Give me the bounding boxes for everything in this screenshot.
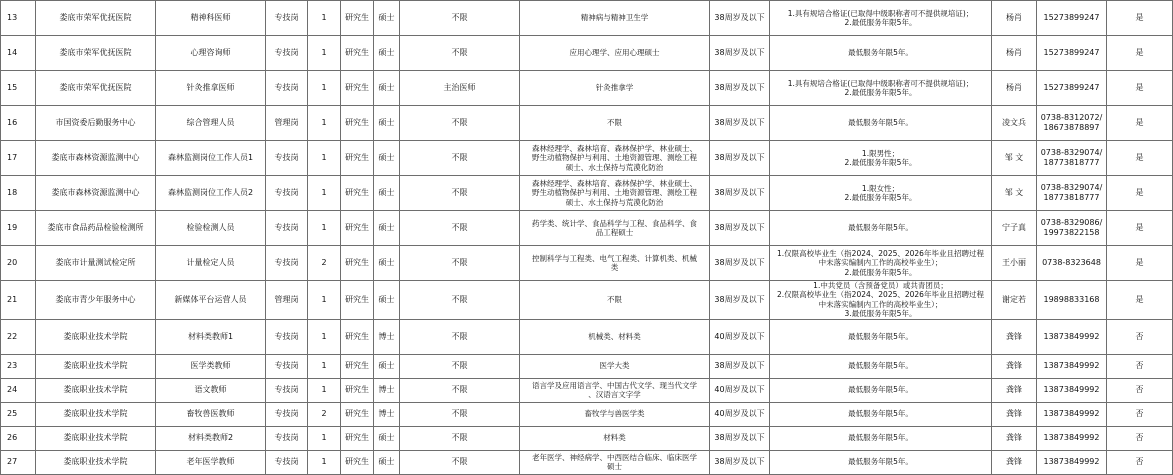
cell-contact: 杨肖 <box>992 36 1037 71</box>
cell-contact: 王小丽 <box>992 246 1037 281</box>
cell-number: 16 <box>1 106 36 141</box>
cell-requirements: 最低服务年限5年。 <box>770 211 992 246</box>
cell-education: 研究生 <box>341 281 374 320</box>
cell-post: 新媒体平台运营人员 <box>156 281 266 320</box>
cell-phone: 13873849992 <box>1037 426 1107 450</box>
cell-unit: 娄底职业技术学院 <box>36 354 156 378</box>
cell-flag: 否 <box>1107 450 1173 474</box>
cell-flag: 是 <box>1107 281 1173 320</box>
cell-title: 不限 <box>400 176 520 211</box>
cell-phone: 0738-8312072/ 18673878897 <box>1037 106 1107 141</box>
cell-education: 研究生 <box>341 246 374 281</box>
cell-contact: 邹 文 <box>992 176 1037 211</box>
cell-phone: 13873849992 <box>1037 450 1107 474</box>
cell-requirements: 1.具有规培合格证(已取得中级职称者可不提供规培证)； 2.最低服务年限5年。 <box>770 71 992 106</box>
cell-number: 23 <box>1 354 36 378</box>
table-row <box>1 426 1173 450</box>
cell-flag: 是 <box>1107 246 1173 281</box>
cell-age: 38周岁及以下 <box>710 141 770 176</box>
cell-title: 不限 <box>400 1 520 36</box>
cell-degree: 硕士 <box>374 176 400 211</box>
cell-education: 研究生 <box>341 354 374 378</box>
cell-count: 1 <box>308 450 341 474</box>
cell-post-type: 专技岗 <box>266 378 308 402</box>
cell-post-type: 专技岗 <box>266 246 308 281</box>
cell-post-type: 专技岗 <box>266 36 308 71</box>
cell-post: 针灸推拿医师 <box>156 71 266 106</box>
table-row <box>1 176 1173 211</box>
cell-education: 研究生 <box>341 141 374 176</box>
cell-age: 38周岁及以下 <box>710 71 770 106</box>
cell-education: 研究生 <box>341 176 374 211</box>
cell-number: 15 <box>1 71 36 106</box>
cell-age: 38周岁及以下 <box>710 1 770 36</box>
cell-title: 不限 <box>400 36 520 71</box>
cell-flag: 是 <box>1107 106 1173 141</box>
cell-phone: 13873849992 <box>1037 319 1107 354</box>
cell-requirements: 1.限男性； 2.最低服务年限5年。 <box>770 141 992 176</box>
cell-unit: 娄底职业技术学院 <box>36 378 156 402</box>
cell-count: 1 <box>308 426 341 450</box>
table-row <box>1 354 1173 378</box>
cell-requirements: 最低服务年限5年。 <box>770 36 992 71</box>
cell-requirements: 1.具有规培合格证(已取得中级职称者可不提供规培证)； 2.最低服务年限5年。 <box>770 1 992 36</box>
cell-degree: 硕士 <box>374 1 400 36</box>
cell-flag: 否 <box>1107 378 1173 402</box>
cell-number: 18 <box>1 176 36 211</box>
cell-title: 不限 <box>400 319 520 354</box>
cell-count: 1 <box>308 36 341 71</box>
cell-age: 40周岁及以下 <box>710 319 770 354</box>
cell-education: 研究生 <box>341 378 374 402</box>
cell-requirements: 最低服务年限5年。 <box>770 106 992 141</box>
cell-number: 14 <box>1 36 36 71</box>
cell-count: 1 <box>308 378 341 402</box>
cell-title: 不限 <box>400 402 520 426</box>
cell-unit: 娄底市荣军优抚医院 <box>36 1 156 36</box>
table-body <box>1 1 1173 475</box>
table-row <box>1 1 1173 36</box>
cell-education: 研究生 <box>341 211 374 246</box>
cell-phone: 15273899247 <box>1037 71 1107 106</box>
cell-post: 计量检定人员 <box>156 246 266 281</box>
cell-title: 不限 <box>400 106 520 141</box>
cell-post: 森林监测岗位工作人员1 <box>156 141 266 176</box>
table-row <box>1 211 1173 246</box>
cell-count: 1 <box>308 211 341 246</box>
cell-post: 精神科医师 <box>156 1 266 36</box>
cell-age: 38周岁及以下 <box>710 176 770 211</box>
table-row <box>1 402 1173 426</box>
cell-education: 研究生 <box>341 106 374 141</box>
cell-count: 1 <box>308 354 341 378</box>
cell-degree: 硕士 <box>374 281 400 320</box>
cell-post-type: 专技岗 <box>266 354 308 378</box>
cell-count: 1 <box>308 1 341 36</box>
cell-age: 40周岁及以下 <box>710 378 770 402</box>
cell-major: 应用心理学、应用心理硕士 <box>520 36 710 71</box>
cell-major: 老年医学、神经病学、中西医结合临床、临床医学 硕士 <box>520 450 710 474</box>
table-row <box>1 378 1173 402</box>
cell-post-type: 专技岗 <box>266 176 308 211</box>
cell-age: 38周岁及以下 <box>710 246 770 281</box>
cell-major: 畜牧学与兽医学类 <box>520 402 710 426</box>
cell-major: 语言学及应用语言学、中国古代文学、现当代文学 、汉语言文字学 <box>520 378 710 402</box>
cell-count: 1 <box>308 319 341 354</box>
cell-major: 机械类、材料类 <box>520 319 710 354</box>
cell-count: 1 <box>308 176 341 211</box>
cell-flag: 是 <box>1107 211 1173 246</box>
cell-unit: 娄底职业技术学院 <box>36 450 156 474</box>
table-row <box>1 106 1173 141</box>
cell-count: 2 <box>308 246 341 281</box>
cell-number: 13 <box>1 1 36 36</box>
cell-post: 森林监测岗位工作人员2 <box>156 176 266 211</box>
cell-major: 材料类 <box>520 426 710 450</box>
table-row <box>1 281 1173 320</box>
cell-requirements: 最低服务年限5年。 <box>770 319 992 354</box>
cell-unit: 娄底市荣军优抚医院 <box>36 36 156 71</box>
cell-post-type: 专技岗 <box>266 211 308 246</box>
cell-education: 研究生 <box>341 450 374 474</box>
cell-education: 研究生 <box>341 426 374 450</box>
cell-number: 21 <box>1 281 36 320</box>
cell-major: 药学类、统计学、食品科学与工程、食品科学、食 品工程硕士 <box>520 211 710 246</box>
cell-unit: 娄底职业技术学院 <box>36 319 156 354</box>
cell-unit: 娄底市计量测试检定所 <box>36 246 156 281</box>
cell-post-type: 专技岗 <box>266 426 308 450</box>
cell-unit: 娄底职业技术学院 <box>36 402 156 426</box>
cell-title: 不限 <box>400 246 520 281</box>
cell-age: 38周岁及以下 <box>710 36 770 71</box>
cell-count: 1 <box>308 281 341 320</box>
cell-phone: 15273899247 <box>1037 1 1107 36</box>
cell-age: 38周岁及以下 <box>710 211 770 246</box>
cell-degree: 博士 <box>374 378 400 402</box>
cell-degree: 博士 <box>374 402 400 426</box>
cell-flag: 是 <box>1107 176 1173 211</box>
cell-contact: 凌文兵 <box>992 106 1037 141</box>
cell-requirements: 最低服务年限5年。 <box>770 378 992 402</box>
cell-phone: 13873849992 <box>1037 354 1107 378</box>
cell-age: 38周岁及以下 <box>710 450 770 474</box>
cell-degree: 硕士 <box>374 141 400 176</box>
cell-unit: 娄底市森林资源监测中心 <box>36 176 156 211</box>
cell-requirements: 最低服务年限5年。 <box>770 426 992 450</box>
cell-requirements: 1.仅限高校毕业生（指2024、2025、2026年毕业且招聘过程 中未落实编制内工作的高校毕业生）； 2.最低服务年限5年。 <box>770 246 992 281</box>
cell-degree: 硕士 <box>374 450 400 474</box>
cell-count: 2 <box>308 402 341 426</box>
cell-phone: 19898833168 <box>1037 281 1107 320</box>
cell-post: 医学类教师 <box>156 354 266 378</box>
cell-post: 综合管理人员 <box>156 106 266 141</box>
cell-title: 不限 <box>400 450 520 474</box>
cell-phone: 13873849992 <box>1037 402 1107 426</box>
cell-flag: 否 <box>1107 426 1173 450</box>
cell-title: 不限 <box>400 211 520 246</box>
table-row <box>1 141 1173 176</box>
cell-post-type: 专技岗 <box>266 319 308 354</box>
cell-education: 研究生 <box>341 71 374 106</box>
table-row <box>1 450 1173 474</box>
cell-major: 不限 <box>520 106 710 141</box>
cell-unit: 娄底市食品药品检验检测所 <box>36 211 156 246</box>
cell-number: 20 <box>1 246 36 281</box>
cell-requirements: 最低服务年限5年。 <box>770 402 992 426</box>
cell-number: 25 <box>1 402 36 426</box>
cell-contact: 龚锋 <box>992 426 1037 450</box>
cell-age: 40周岁及以下 <box>710 402 770 426</box>
table-row <box>1 246 1173 281</box>
cell-post-type: 专技岗 <box>266 141 308 176</box>
cell-number: 17 <box>1 141 36 176</box>
cell-contact: 龚锋 <box>992 378 1037 402</box>
cell-phone: 15273899247 <box>1037 36 1107 71</box>
cell-number: 24 <box>1 378 36 402</box>
cell-education: 研究生 <box>341 402 374 426</box>
cell-major: 森林经理学、森林培育、森林保护学、林业硕士、 野生动植物保护与利用、土地资源管理、测绘工程 硕士、水土保持与荒漠化防治 <box>520 176 710 211</box>
cell-flag: 否 <box>1107 402 1173 426</box>
cell-phone: 0738-8329086/ 19973822158 <box>1037 211 1107 246</box>
cell-requirements: 最低服务年限5年。 <box>770 450 992 474</box>
cell-major: 医学大类 <box>520 354 710 378</box>
cell-phone: 13873849992 <box>1037 378 1107 402</box>
cell-degree: 硕士 <box>374 354 400 378</box>
cell-title: 不限 <box>400 426 520 450</box>
cell-education: 研究生 <box>341 1 374 36</box>
cell-major: 精神病与精神卫生学 <box>520 1 710 36</box>
cell-post-type: 专技岗 <box>266 1 308 36</box>
cell-unit: 娄底市荣军优抚医院 <box>36 71 156 106</box>
cell-phone: 0738-8329074/ 18773818777 <box>1037 141 1107 176</box>
cell-major: 针灸推拿学 <box>520 71 710 106</box>
cell-age: 38周岁及以下 <box>710 426 770 450</box>
cell-number: 19 <box>1 211 36 246</box>
cell-requirements: 1.中共党员（含预备党员）或共青团员； 2.仅限高校毕业生（指2024、2025、2026年毕业且招聘过程 中未落实编制内工作的高校毕业生）； 3.最低服务年限5年。 <box>770 281 992 320</box>
cell-post-type: 管理岗 <box>266 281 308 320</box>
cell-degree: 硕士 <box>374 426 400 450</box>
cell-contact: 龚锋 <box>992 402 1037 426</box>
cell-contact: 杨肖 <box>992 1 1037 36</box>
cell-phone: 0738-8323648 <box>1037 246 1107 281</box>
cell-unit: 娄底市青少年服务中心 <box>36 281 156 320</box>
table-row <box>1 71 1173 106</box>
cell-degree: 硕士 <box>374 71 400 106</box>
cell-contact: 宁子真 <box>992 211 1037 246</box>
cell-post-type: 专技岗 <box>266 450 308 474</box>
cell-major: 森林经理学、森林培育、森林保护学、林业硕士、 野生动植物保护与利用、土地资源管理、测绘工程 硕士、水土保持与荒漠化防治 <box>520 141 710 176</box>
cell-title: 不限 <box>400 141 520 176</box>
cell-post: 畜牧兽医教师 <box>156 402 266 426</box>
table-row <box>1 36 1173 71</box>
cell-major: 不限 <box>520 281 710 320</box>
cell-contact: 杨肖 <box>992 71 1037 106</box>
cell-number: 26 <box>1 426 36 450</box>
cell-post: 心理咨询师 <box>156 36 266 71</box>
cell-major: 控制科学与工程类、电气工程类、计算机类、机械 类 <box>520 246 710 281</box>
cell-post-type: 管理岗 <box>266 106 308 141</box>
cell-unit: 市国资委后勤服务中心 <box>36 106 156 141</box>
cell-degree: 博士 <box>374 319 400 354</box>
cell-flag: 是 <box>1107 71 1173 106</box>
cell-education: 研究生 <box>341 36 374 71</box>
cell-count: 1 <box>308 71 341 106</box>
cell-requirements: 1.限女性； 2.最低服务年限5年。 <box>770 176 992 211</box>
cell-post: 语文教师 <box>156 378 266 402</box>
cell-flag: 是 <box>1107 36 1173 71</box>
cell-contact: 龚锋 <box>992 450 1037 474</box>
cell-requirements: 最低服务年限5年。 <box>770 354 992 378</box>
cell-age: 38周岁及以下 <box>710 354 770 378</box>
cell-post-type: 专技岗 <box>266 71 308 106</box>
cell-age: 38周岁及以下 <box>710 106 770 141</box>
cell-education: 研究生 <box>341 319 374 354</box>
cell-post: 材料类教师1 <box>156 319 266 354</box>
cell-post: 检验检测人员 <box>156 211 266 246</box>
cell-flag: 否 <box>1107 354 1173 378</box>
cell-degree: 硕士 <box>374 36 400 71</box>
cell-count: 1 <box>308 141 341 176</box>
cell-contact: 邹 文 <box>992 141 1037 176</box>
cell-unit: 娄底职业技术学院 <box>36 426 156 450</box>
cell-number: 22 <box>1 319 36 354</box>
cell-degree: 硕士 <box>374 106 400 141</box>
cell-age: 38周岁及以下 <box>710 281 770 320</box>
cell-title: 主治医师 <box>400 71 520 106</box>
cell-phone: 0738-8329074/ 18773818777 <box>1037 176 1107 211</box>
cell-flag: 是 <box>1107 141 1173 176</box>
cell-contact: 谢定若 <box>992 281 1037 320</box>
cell-post-type: 专技岗 <box>266 402 308 426</box>
table-row <box>1 319 1173 354</box>
cell-title: 不限 <box>400 281 520 320</box>
cell-unit: 娄底市森林资源监测中心 <box>36 141 156 176</box>
cell-count: 1 <box>308 106 341 141</box>
cell-title: 不限 <box>400 378 520 402</box>
cell-degree: 硕士 <box>374 246 400 281</box>
cell-post: 老年医学教师 <box>156 450 266 474</box>
cell-contact: 龚锋 <box>992 354 1037 378</box>
cell-contact: 龚锋 <box>992 319 1037 354</box>
cell-flag: 是 <box>1107 1 1173 36</box>
cell-title: 不限 <box>400 354 520 378</box>
cell-post: 材料类教师2 <box>156 426 266 450</box>
cell-number: 27 <box>1 450 36 474</box>
cell-flag: 否 <box>1107 319 1173 354</box>
cell-degree: 硕士 <box>374 211 400 246</box>
